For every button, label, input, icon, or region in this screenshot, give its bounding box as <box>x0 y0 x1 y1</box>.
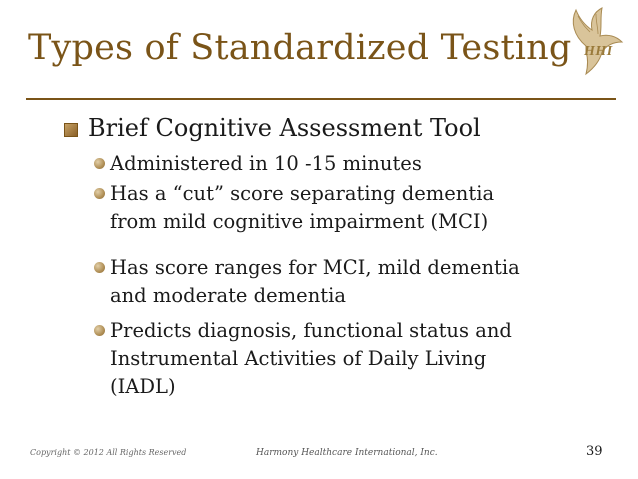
round-bullet-icon <box>94 158 105 169</box>
round-bullet-icon <box>94 262 105 273</box>
square-bullet-icon <box>64 123 78 137</box>
bullet-text: Has score ranges for MCI, mild dementia and moderate dementia <box>110 256 520 307</box>
bullet-item <box>94 317 594 401</box>
footer-copyright: Copyright © 2012 All Rights Reserved <box>30 448 187 457</box>
title-divider <box>26 98 616 100</box>
level1-item <box>64 114 481 142</box>
bullet-item <box>94 254 594 310</box>
bullet-item <box>94 150 594 178</box>
slide-title: Types of Standardized Testing <box>28 28 572 68</box>
round-bullet-icon <box>94 188 105 199</box>
bullet-text: Has a “cut” score separating dementia from mild cognitive impairment (MCI) <box>110 182 495 233</box>
footer-company: Harmony Healthcare International, Inc. <box>256 448 438 458</box>
logo-text: HHI <box>584 44 613 59</box>
level1-text: Brief Cognitive Assessment Tool <box>88 114 481 142</box>
round-bullet-icon <box>94 325 105 336</box>
page-number: 39 <box>586 444 603 459</box>
bullet-text: Administered in 10 -15 minutes <box>110 152 422 175</box>
bullet-text: Predicts diagnosis, functional status and Instrumental Activities of Daily Living (IADL) <box>110 319 512 398</box>
bullet-item <box>94 180 594 236</box>
